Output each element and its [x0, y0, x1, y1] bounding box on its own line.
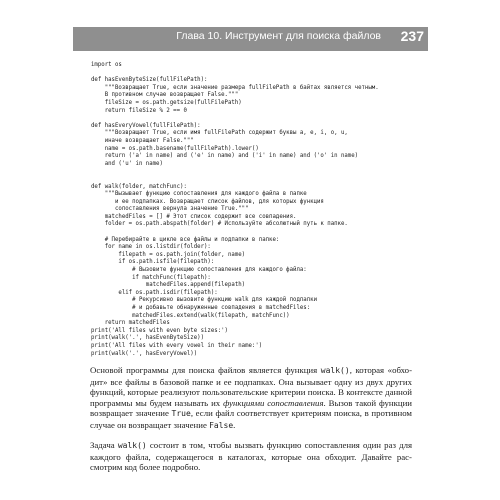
- code-line: filepath = os.path.join(folder, name): [91, 251, 246, 258]
- code-line: elif os.path.isdir(filepath):: [91, 289, 218, 296]
- paragraph-1: [90, 365, 412, 431]
- code-line: matchedFiles = [] # Этот список содержит все совпадения.: [91, 213, 297, 220]
- page-number: 237: [400, 28, 424, 44]
- chapter-title: Глава 10. Инструмент для поиска файлов: [176, 30, 381, 42]
- emphasis-text: функциями сопоставления: [223, 397, 324, 408]
- inline-code: walk(): [117, 441, 147, 450]
- code-line: [91, 176, 379, 184]
- paragraph-text: Основой программы для поиска файлов является функция: [90, 365, 321, 375]
- body-text: [90, 365, 412, 482]
- code-line: иначе возвращает False.""": [91, 137, 194, 144]
- code-line: name = os.path.basename(fullFilePath).lower(): [91, 145, 259, 152]
- code-line: folder = os.path.abspath(folder) # Используйте абсолютный путь к папке.: [91, 221, 348, 228]
- paragraph-text: Задача: [90, 440, 118, 450]
- code-line: and ('u' in name): [91, 160, 163, 167]
- code-line: """Возвращает True, если значение размера fullFilePath в байтах является четным.: [91, 84, 379, 91]
- code-line: print(walk('.', hasEvenByteSize)): [91, 335, 204, 342]
- paragraph-text: .: [233, 419, 236, 430]
- paragraph-text: , если файл соответствует критериям поиска, в противном случае он возвращает значение: [90, 408, 412, 430]
- code-line: print('All files with even byte sizes:'): [91, 327, 228, 334]
- code-line: return ('a' in name) and ('e' in name) and ('i' in name) and ('o' in name): [91, 153, 359, 160]
- paragraph-text: состоит в том, чтобы вызвать функцию сопоставления один раз для каждого файла, содержащегося в каталогах, которые она обходит. Давайте рас-смотрим код более подробно.: [90, 440, 413, 472]
- code-line: for name in os.listdir(folder):: [91, 244, 211, 251]
- code-line: [91, 168, 379, 176]
- code-line: return matchedFiles: [91, 320, 170, 327]
- code-line: и ее подпапках. Возвращает список файлов, для которых функция: [91, 198, 324, 205]
- inline-code: False: [209, 420, 234, 430]
- inline-code: walk(): [320, 366, 350, 375]
- code-line: """Вызывает функцию сопоставления для каждого файла в папке: [91, 191, 307, 198]
- paragraph-text: , которая «обхо-дит» все файлы в базовой папке и ее подпапках. Она вызывает одну из двух других функций, которые реализуют пользовательские критерии поиска. В контексте данной программы мы будем называть их: [90, 365, 412, 408]
- code-line: """Возвращает True, если имя fullFilePath содержит буквы a, e, i, o, u,: [91, 130, 348, 137]
- code-line: # и добавьте обнаруженные совпадения в matchedFiles:: [91, 305, 311, 311]
- code-line: def walk(folder, matchFunc):: [91, 183, 187, 190]
- code-line: matchedFiles.append(filepath): [91, 282, 246, 289]
- code-line: return fileSize % 2 == 0: [91, 107, 187, 114]
- inline-code: True: [171, 409, 191, 418]
- running-header: [73, 27, 428, 51]
- code-line: matchedFiles.extend(walk(filepath, matchFunc)): [91, 312, 290, 319]
- code-line: В противном случае возвращает False.""": [91, 92, 239, 99]
- code-line: import os: [91, 62, 122, 68]
- code-line: fileSize = os.path.getsize(fullFilePath): [91, 99, 242, 106]
- code-line: if os.path.isfile(filepath):: [91, 259, 215, 266]
- code-line: def hasEveryVowel(fullFilePath):: [91, 122, 201, 129]
- code-line: [91, 115, 379, 123]
- paragraph-2: [90, 440, 412, 473]
- code-line: print('All files with every vowel in their name:'): [91, 342, 263, 349]
- code-line: print(walk('.', hasEveryVowel)): [91, 350, 198, 357]
- code-line: [91, 70, 379, 78]
- code-line: def hasEvenByteSize(fullFilePath):: [91, 77, 208, 84]
- code-line: [91, 229, 379, 237]
- code-line: # Перебирайте в цикле все файлы и подпапки в папке:: [91, 236, 280, 243]
- code-line: # Рекурсивно вызовите функцию walk для каждой подпапки: [91, 297, 317, 304]
- code-line: сопоставления вернула значение True.""": [91, 206, 249, 213]
- code-line: if matchFunc(filepath):: [91, 274, 211, 281]
- code-listing: [91, 62, 379, 358]
- paragraph-text: . Вызов такой функции возвращает значение: [90, 397, 412, 418]
- code-line: # Вызовите функцию сопоставления для каждого файла:: [91, 267, 307, 274]
